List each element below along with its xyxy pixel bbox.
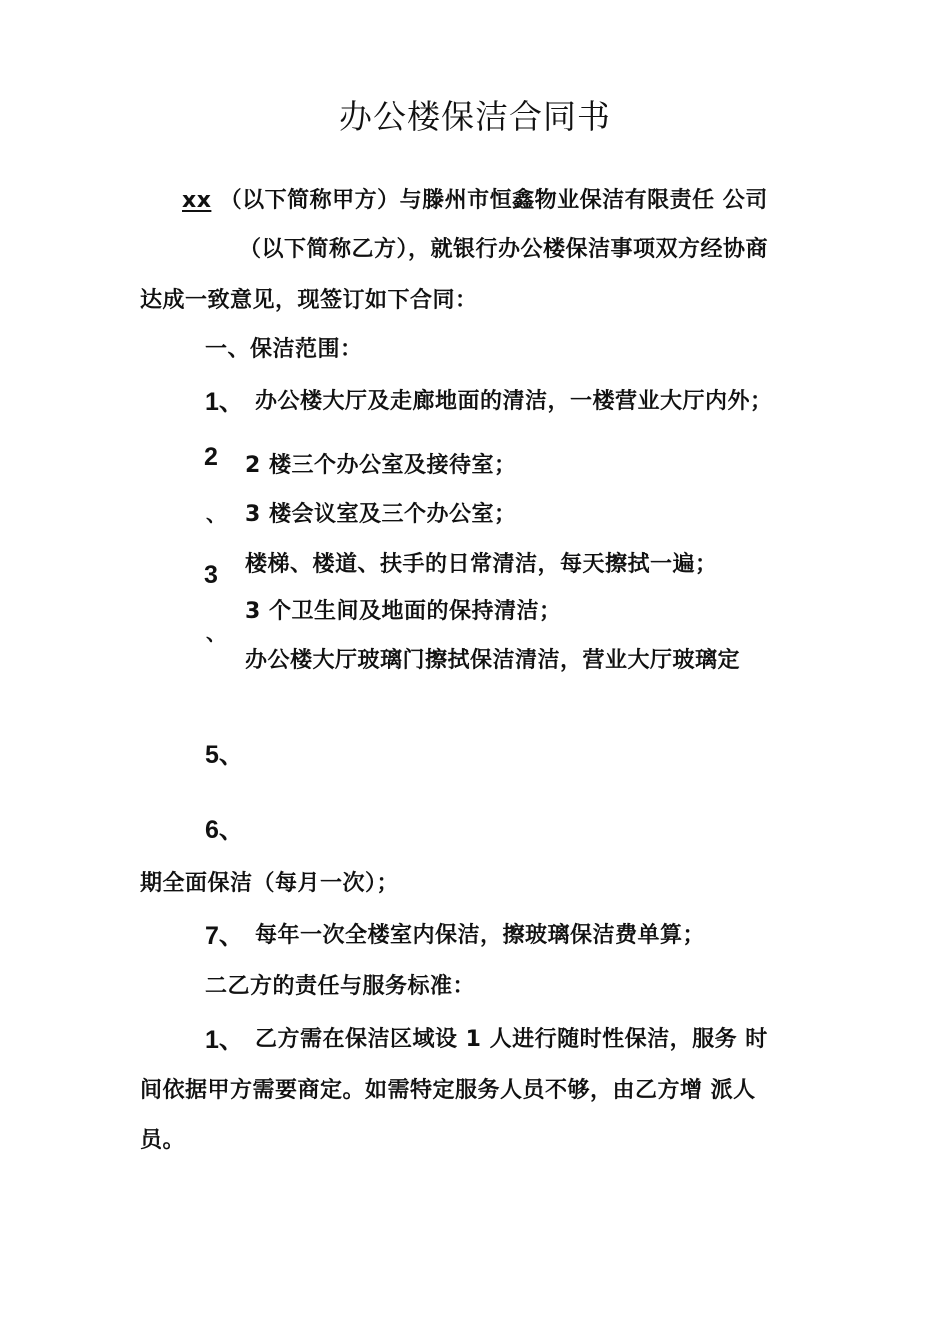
section-2-item-1-line-3: 员。	[140, 1128, 186, 1153]
section-1-item-6-number: 6、	[205, 816, 244, 844]
section-1-item-2-number: 2	[204, 443, 218, 471]
section-1-heading: 一、保洁范围：	[205, 337, 363, 362]
section-1-item-3-number: 3	[204, 561, 218, 589]
section-2-heading: 二乙方的责任与服务标准：	[205, 974, 476, 999]
party-a-name: xx	[182, 188, 212, 213]
section-1-item-7-text: 每年一次全楼室内保洁，擦玻璃保洁费单算；	[255, 923, 706, 948]
intro-line-2: （以下简称乙方），就银行办公楼保洁事项双方经协商	[239, 237, 769, 262]
document-title: 办公楼保洁合同书	[339, 97, 611, 136]
section-1-item-3-text: 3 楼会议室及三个办公室；	[245, 502, 517, 527]
section-1-item-6-text: 办公楼大厅玻璃门擦拭保洁清洁，营业大厅玻璃定	[245, 648, 741, 673]
section-1-item-7-number: 7、	[205, 922, 244, 950]
intro-line-1	[182, 183, 768, 214]
intro-line-1-text: （以下简称甲方）与滕州市恒鑫物业保洁有限责任 公司	[219, 188, 768, 213]
section-1-item-2-text: 2 楼三个办公室及接待室；	[245, 453, 517, 478]
section-1-item-3-mark: 、	[206, 621, 226, 645]
section-1-item-5-text: 3 个卫生间及地面的保持清洁；	[245, 599, 562, 624]
section-1-item-5-number: 5、	[205, 741, 244, 769]
section-1-item-1-text: 办公楼大厅及走廊地面的清洁，一楼营业大厅内外；	[255, 389, 773, 414]
section-1-item-2-mark: 、	[206, 502, 226, 526]
intro-line-3: 达成一致意见，现签订如下合同：	[140, 288, 478, 313]
section-2-item-1-line-1: 乙方需在保洁区域设 1 人进行随时性保洁，服务 时	[255, 1027, 768, 1052]
section-1-item-6-continuation: 期全面保洁（每月一次）；	[140, 871, 400, 896]
section-2-item-1-line-2: 间依据甲方需要商定。如需特定服务人员不够，由乙方增 派人	[140, 1078, 756, 1103]
section-2-item-1-number: 1、	[205, 1026, 244, 1054]
section-1-item-4-text: 楼梯、楼道、扶手的日常清洁，每天擦拭一遍；	[245, 552, 718, 577]
section-1-item-1-number: 1、	[205, 388, 244, 416]
